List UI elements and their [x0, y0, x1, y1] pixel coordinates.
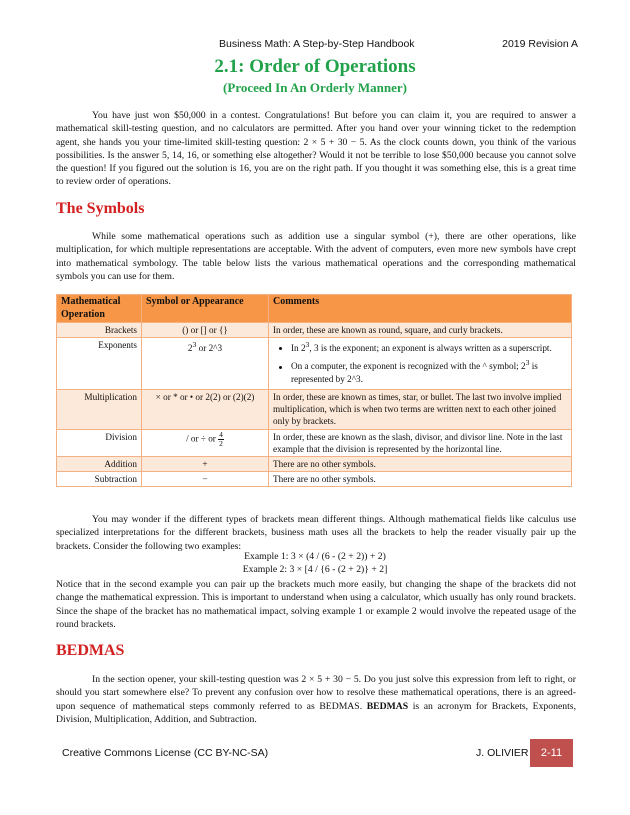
- op-brackets: Brackets: [57, 323, 142, 338]
- comment-division: In order, these are known as the slash, divisor, and divisor line. Note in the last example that the division is represented by the horizontal line.: [269, 429, 572, 456]
- bedmas-bold: BEDMAS: [366, 700, 409, 712]
- table-row-exponents: [57, 338, 572, 390]
- example-2: Example 2: 3 × [4 / {6 - (2 + 2)} + 2]: [242, 564, 388, 575]
- table-header-row: [57, 295, 572, 323]
- footer-license: Creative Commons License (CC BY-NC-SA): [62, 747, 269, 759]
- comment-addition: There are no other symbols.: [269, 456, 572, 471]
- op-multiplication: Multiplication: [57, 389, 142, 429]
- symbol-exponents: $2^3$ or 2^3: [142, 338, 269, 390]
- table-row-multiplication: [57, 389, 572, 429]
- footer-author: J. OLIVIER: [476, 747, 529, 759]
- example-1: Example 1: 3 × (4 / (6 - (2 + 2)) + 2): [244, 551, 386, 562]
- table-row-brackets: [57, 323, 572, 338]
- table-row-division: [57, 429, 572, 456]
- page-number: 2-11: [530, 739, 573, 767]
- header-revision: 2019 Revision A: [502, 38, 578, 50]
- op-exponents: Exponents: [57, 338, 142, 390]
- symbol-division: / or ÷ or $\frac{4}{2}$: [142, 429, 269, 456]
- table-row-subtraction: [57, 472, 572, 487]
- exponent-bullet-2: • On a computer, the exponent is recognized with the ^ symbol; $2^3$ is represented by 2^3.: [291, 357, 567, 384]
- brackets-paragraph: You may wonder if the different types of brackets mean different things. Although mathematical fields like calculus use specialized interpretations for the different brackets, business math uses all the brackets to help the reader visually pair up the brackets. Consider the following two examples:: [56, 514, 576, 552]
- intro-paragraph: You have just won $50,000 in a contest. Congratulations! But before you can claim it, you are required to answer a mathematical skill-testing question, and no calculators are permitted. After you hand over your winning ticket to the redemption agent, she hands you your time-limited skill-testing question: 2 × 5 + 30 − 5. As the clock counts down, you think of the various possibilities. Is the answer 5, 14, 16, or something else altogether? Would it not be terrible to lose $50,000 because you cannot solve the question! If you figured out the solution is 16, you are on the right path. If you thought it was something else, this is a great time to review order of operations.: [56, 110, 576, 188]
- comment-brackets: In order, these are known as round, square, and curly brackets.: [269, 323, 572, 338]
- comment-exponents: [269, 338, 572, 390]
- op-subtraction: Subtraction: [57, 472, 142, 487]
- symbol-subtraction: −: [142, 472, 269, 487]
- symbol-brackets: () or [] or {}: [142, 323, 269, 338]
- op-division: Division: [57, 429, 142, 456]
- section-title: 2.1: Order of Operations: [214, 56, 416, 77]
- comment-subtraction: There are no other symbols.: [269, 472, 572, 487]
- header-book-title: Business Math: A Step-by-Step Handbook: [219, 38, 415, 50]
- bedmas-heading: BEDMAS: [56, 642, 125, 659]
- symbol-multiplication: × or * or • or 2(2) or (2)(2): [142, 389, 269, 429]
- section-subtitle: (Proceed In An Orderly Manner): [223, 80, 407, 95]
- operations-table: [56, 294, 572, 487]
- symbols-paragraph: While some mathematical operations such as addition use a singular symbol (+), there are other operations, like multiplication, for which multiple representations are acceptable. With the advent of computers, even more new symbols have crept into mathematical symbology. The table below lists the various mathematical operations and the corresponding mathematical symbols you can use for them.: [56, 231, 576, 282]
- exponent-bullet-1: • In $2^3$, 3 is the exponent; an exponent is always written as a superscript.: [291, 339, 567, 354]
- col-header-comments: Comments: [269, 295, 572, 323]
- symbol-addition: +: [142, 456, 269, 471]
- op-addition: Addition: [57, 456, 142, 471]
- fraction: $\frac{4}{2}$: [219, 429, 223, 448]
- comment-multiplication: In order, these are known as times, star, or bullet. The last two involve implied multiplication, which is when two terms are written next to each other joined only by brackets.: [269, 389, 572, 429]
- symbols-heading: The Symbols: [56, 200, 145, 217]
- bedmas-paragraph: In the section opener, your skill-testing question was 2 × 5 + 30 − 5. Do you just solve this expression from left to right, or should you start somewhere else? To prevent any confusion over how to resolve these mathematical operations, there is an agreed-upon sequence of mathematical steps commonly referred to as BEDMAS. BEDMAS is an acronym for Brackets, Exponents, Division, Multiplication, Addition, and Subtraction.: [56, 674, 576, 725]
- table-row-addition: [57, 456, 572, 471]
- col-header-operation: Mathematical Operation: [57, 295, 142, 323]
- col-header-symbol: Symbol or Appearance: [142, 295, 269, 323]
- notice-paragraph: Notice that in the second example you can pair up the brackets much more easily, but changing the shape of the brackets did not change the mathematical expression. This is important to understand when using a calculator, which usually has only round brackets. Since the shape of the bracket has no mathematical impact, solving example 1 or example 2 would involve the repeated usage of the round brackets.: [56, 579, 576, 630]
